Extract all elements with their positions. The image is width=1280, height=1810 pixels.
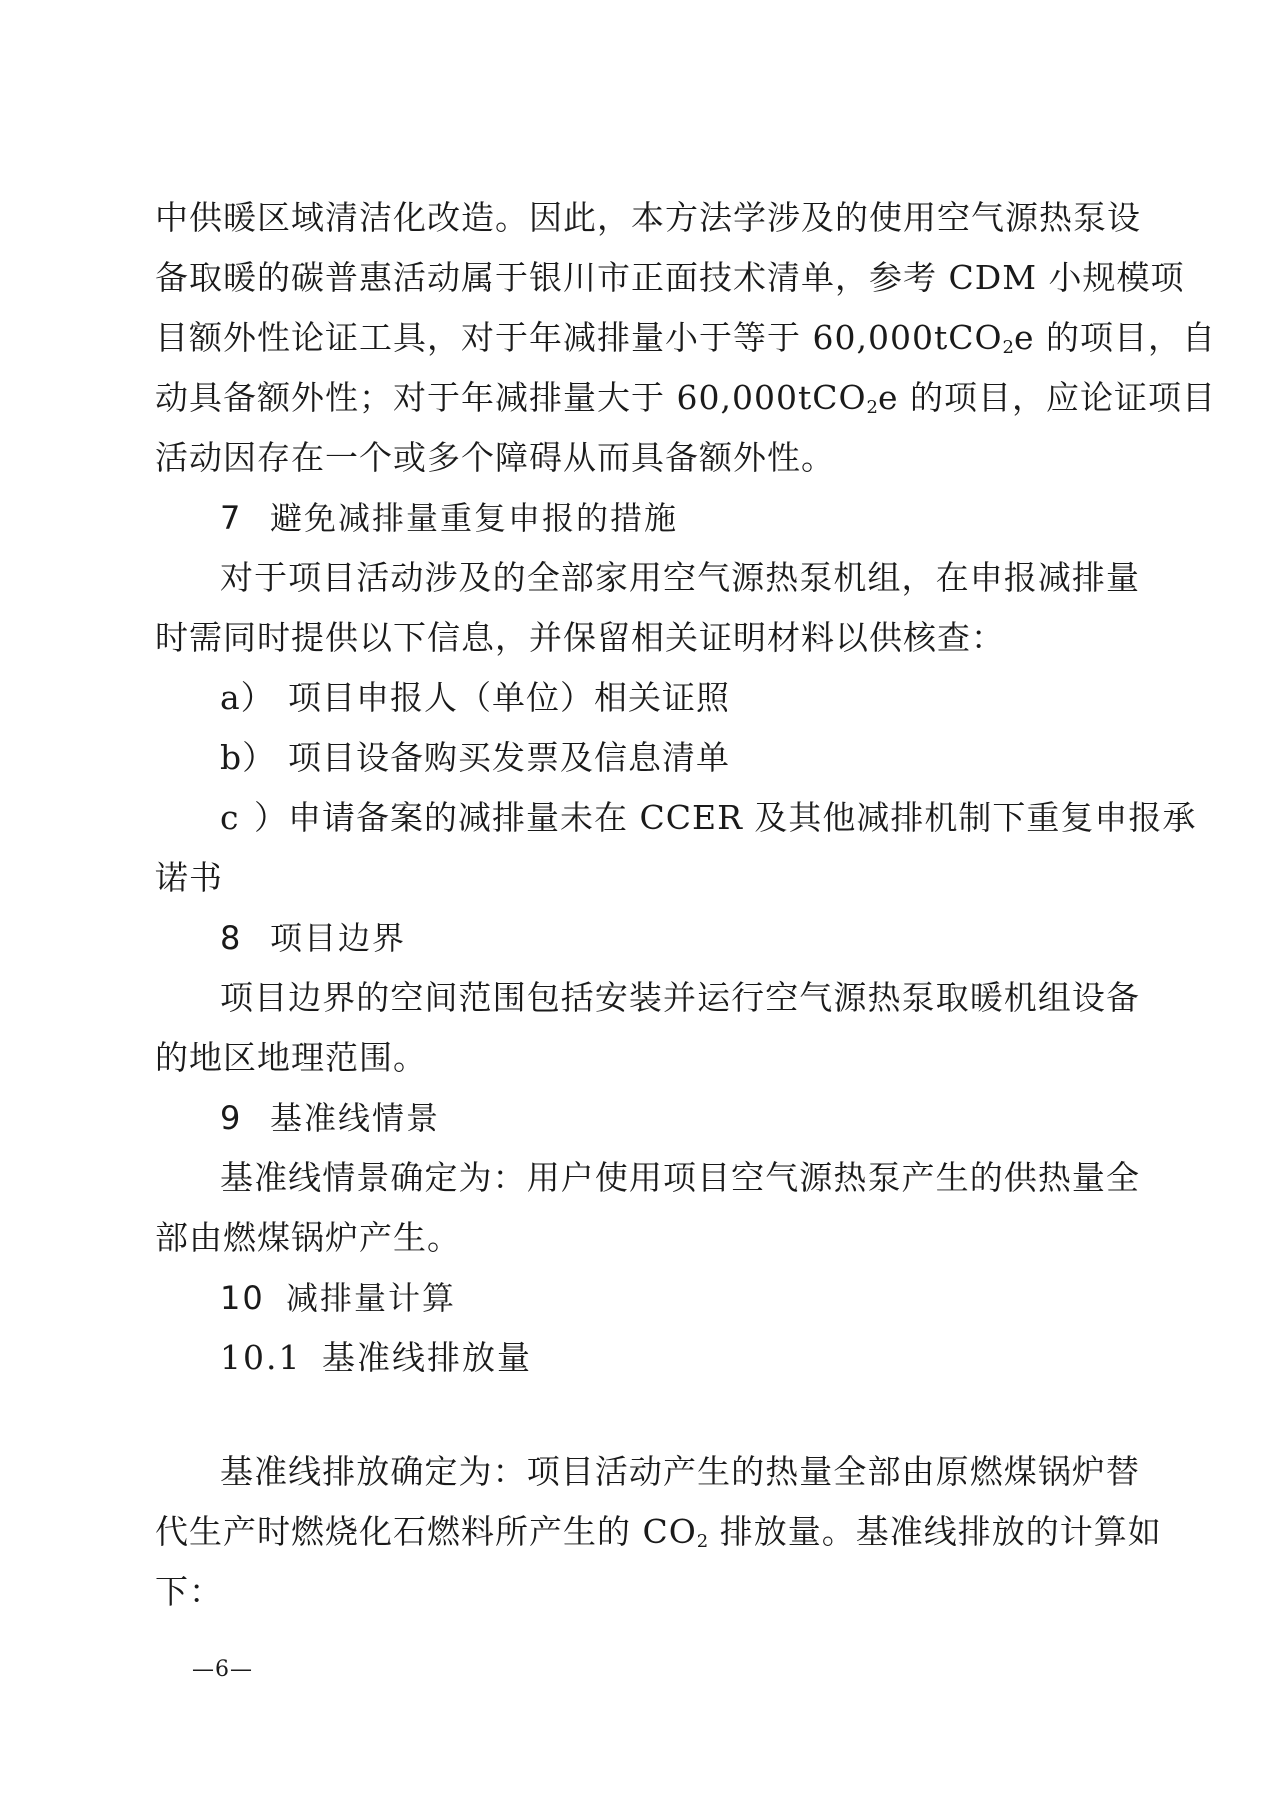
text-run: 代生产时燃烧化石燃料所产生的 CO	[155, 1512, 697, 1551]
paragraph-line: 活动因存在一个或多个障碍从而具备额外性。	[155, 438, 835, 477]
subsection-title: 基准线排放量	[322, 1338, 532, 1377]
section-title: 基准线情景	[270, 1099, 441, 1137]
paragraph-line	[155, 316, 1217, 370]
subscript: 2	[696, 1531, 709, 1552]
list-item-text: 申请备案的减排量未在 CCER 及其他减排机制下重复申报承	[288, 798, 1197, 837]
section-title: 减排量计算	[286, 1279, 457, 1317]
paragraph-line: 的地区地理范围。	[155, 1038, 427, 1077]
list-item	[220, 676, 1140, 720]
text-run: 动具备额外性；对于年减排量大于 60,000tCO	[155, 378, 867, 417]
section-heading-9	[220, 1096, 1205, 1140]
paragraph-line: 诺书	[155, 858, 223, 897]
subsection-number: 10.1	[220, 1338, 302, 1377]
list-item-label: a）	[220, 678, 275, 717]
section-number: 7	[220, 499, 243, 537]
section-heading-10	[220, 1276, 1205, 1320]
list-item-text: 项目申报人（单位）相关证照	[288, 678, 730, 717]
paragraph-line: 项目边界的空间范围包括安装并运行空气源热泵取暖机组设备	[220, 978, 1140, 1017]
list-item-label: b）	[220, 738, 277, 777]
text-run: 目额外性论证工具，对于年减排量小于等于 60,000tCO	[155, 318, 1003, 357]
subscript: 2	[866, 397, 878, 418]
section-title: 项目边界	[270, 919, 407, 957]
section-heading-7	[220, 496, 1205, 540]
section-number: 8	[220, 919, 243, 957]
paragraph-line	[155, 1510, 1162, 1564]
paragraph-line: 备取暖的碳普惠活动属于银川市正面技术清单，参考 CDM 小规模项	[155, 258, 1185, 297]
paragraph-line: 时需同时提供以下信息，并保留相关证明材料以供核查：	[155, 618, 1005, 657]
list-item	[220, 736, 1140, 780]
paragraph-line: 对于项目活动涉及的全部家用空气源热泵机组，在申报减排量	[220, 558, 1140, 597]
list-item-label: c）	[220, 798, 288, 837]
section-number: 9	[220, 1099, 243, 1137]
subsection-heading-10-1	[220, 1336, 1205, 1380]
section-heading-8	[220, 916, 1205, 960]
text-run: e 的项目，应论证项目	[877, 378, 1217, 417]
paragraph-line: 基准线排放确定为：项目活动产生的热量全部由原燃煤锅炉替	[220, 1452, 1140, 1491]
paragraph-line: 中供暖区域清洁化改造。因此，本方法学涉及的使用空气源热泵设	[155, 198, 1141, 237]
section-number: 10	[220, 1279, 265, 1317]
section-title: 避免减排量重复申报的措施	[270, 499, 679, 537]
page-number: —6—	[192, 1657, 253, 1682]
paragraph-line	[155, 376, 1217, 430]
paragraph-line: 基准线情景确定为：用户使用项目空气源热泵产生的供热量全	[220, 1158, 1140, 1197]
list-item	[220, 796, 1197, 840]
subscript: 2	[1002, 337, 1014, 358]
paragraph-line: 下：	[155, 1572, 223, 1611]
list-item-text: 项目设备购买发票及信息清单	[288, 738, 730, 777]
paragraph-line: 部由燃煤锅炉产生。	[155, 1218, 461, 1257]
text-run: 排放量。基准线排放的计算如	[708, 1512, 1162, 1551]
text-run: e 的项目，自	[1013, 318, 1217, 357]
